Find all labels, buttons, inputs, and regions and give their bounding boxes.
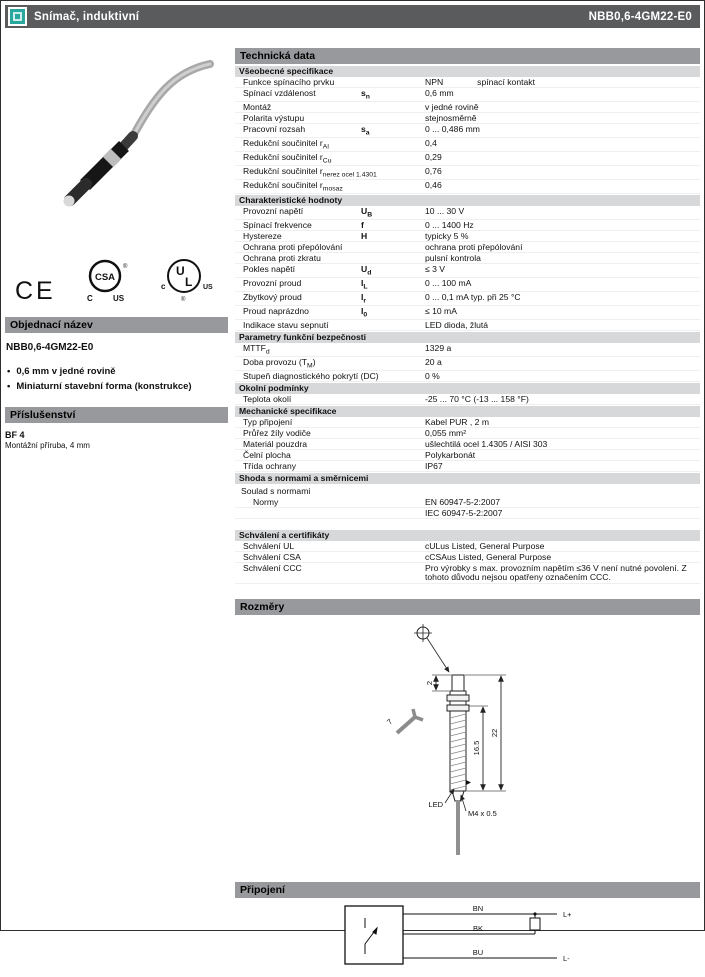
dim-total-length-label: 22 <box>490 728 499 737</box>
position-symbol-icon <box>414 624 449 672</box>
right-column <box>235 48 700 977</box>
row-label: $MTTF_d$ <box>243 342 270 356</box>
dimensions-header-bar: Rozměry <box>235 599 700 615</box>
svg-text:L: L <box>185 275 193 289</box>
row-label: Polarita výstupu <box>243 112 305 123</box>
feature-list <box>5 365 228 393</box>
load-symbol <box>530 918 540 930</box>
row-value: typicky 5 % <box>425 230 469 241</box>
table-row <box>235 278 700 292</box>
connection-diagram <box>235 900 698 972</box>
section-header: Shoda s normami a směrnicemi <box>235 473 700 484</box>
row-value: 0 ... 0,486 mm <box>425 123 480 134</box>
row-label: Indikace stavu sepnutí <box>243 319 329 330</box>
wrench-icon <box>397 709 423 733</box>
technical-header-bar: Technická data <box>235 48 700 64</box>
page-header <box>5 5 700 28</box>
section-header: Schválení a certifikáty <box>235 530 700 541</box>
row-symbol: $I_0$ <box>361 305 368 319</box>
row-label: Teplota okolí <box>243 393 292 404</box>
product-name: NBB0,6-4GM22-E0 <box>6 342 94 353</box>
row-value: 0,29 <box>425 151 442 162</box>
accessories-header-bar: Příslušenství <box>5 407 228 423</box>
product-code: NBB0,6-4GM22-E0 <box>588 10 692 23</box>
table-row <box>235 343 700 357</box>
table-row <box>235 306 700 320</box>
row-value: 0 % <box>425 370 440 381</box>
table-row <box>235 552 700 563</box>
row-value: pulsní kontrola <box>425 252 481 263</box>
table-row <box>235 439 700 450</box>
table-row <box>235 417 700 428</box>
page-header-left <box>8 7 139 26</box>
row-symbol: $U_B$ <box>361 205 373 219</box>
wire-label-bn: BN <box>472 903 484 913</box>
table-row <box>235 206 700 220</box>
row-value: 0 ... 100 mA <box>425 277 472 288</box>
certification-marks <box>5 253 228 303</box>
row-value: Kabel PUR , 2 m <box>425 416 489 427</box>
table-row <box>235 242 700 253</box>
row-value: IP67 <box>425 460 443 471</box>
row-label: Pracovní rozsah <box>243 123 306 134</box>
table-row <box>235 220 700 231</box>
row-value: LED dioda, žlutá <box>425 319 489 330</box>
row-label: Funkce spínacího prvku <box>243 76 335 87</box>
page-title: Snímač, induktivní <box>34 10 140 23</box>
table-row <box>235 77 700 88</box>
led-label: LED <box>428 799 443 809</box>
dim-wrench-label: 7 <box>385 716 395 727</box>
svg-text:CE: CE <box>15 277 56 305</box>
row-label: Stupeň diagnostického pokrytí (DC) <box>243 370 379 381</box>
row-label: Normy <box>253 496 279 507</box>
row-label: Schválení CSA <box>243 551 301 562</box>
row-symbol: $s_n$ <box>361 87 370 101</box>
wire-label-bu: BU <box>472 947 484 957</box>
row-label: Redukční součinitel $r_{Cu}$ <box>243 151 332 165</box>
svg-text:®: ® <box>123 264 128 270</box>
row-value: ≤ 10 mA <box>425 305 457 316</box>
table-row <box>235 497 700 508</box>
row-symbol: $I_r$ <box>361 291 367 305</box>
terminal-lminus-label: L- <box>563 953 570 963</box>
left-column <box>5 48 228 977</box>
row-value: ochrana proti přepólování <box>425 241 523 252</box>
feature-item: • Miniaturní stavební forma (konstrukce) <box>7 380 228 393</box>
ul-mark-icon <box>159 255 213 303</box>
row-label: Typ připojení <box>243 416 293 427</box>
section-header: Charakteristické hodnoty <box>235 195 700 206</box>
row-label: Třída ochrany <box>243 460 297 471</box>
row-label: Redukční součinitel $r_{nerez ocel 1.4301}$ <box>243 165 377 179</box>
row-value: v jedné rovině <box>425 101 479 112</box>
row-value: 0,055 mm² <box>425 427 467 438</box>
section-header: Všeobecné specifikace <box>235 66 700 77</box>
row-label: Provozní napětí <box>243 205 304 216</box>
section-header: Parametry funkční bezpečnosti <box>235 332 700 343</box>
table-row <box>235 152 700 166</box>
row-value: stejnosměrně <box>425 112 477 123</box>
row-value: 0,46 <box>425 179 442 190</box>
row-value: Pro výrobky s max. provozním napětím ≤36 V není nutné povolení. Z tohoto důvodu nejsou opatřeny označením CCC. <box>425 562 687 583</box>
dimensions-drawing <box>235 617 698 867</box>
row-value: 1329 a <box>425 342 452 353</box>
svg-text:US: US <box>113 294 125 303</box>
table-row <box>235 253 700 264</box>
table-row <box>235 428 700 439</box>
row-value: cULus Listed, General Purpose <box>425 540 545 551</box>
brand-logo-icon <box>10 9 25 24</box>
row-value: ≤ 3 V <box>425 263 446 274</box>
ordering-header-bar: Objednací název <box>5 317 228 333</box>
table-row <box>235 357 700 371</box>
row-value: cCSAus Listed, General Purpose <box>425 551 552 562</box>
section-header: Okolní podmínky <box>235 383 700 394</box>
row-value: Polykarbonát <box>425 449 476 460</box>
table-row <box>235 320 700 331</box>
table-row <box>235 231 700 242</box>
row-value: 0,4 <box>425 137 437 148</box>
row-label: Spínací frekvence <box>243 219 312 230</box>
table-row <box>235 166 700 180</box>
table-row <box>235 102 700 113</box>
svg-text:US: US <box>203 284 213 291</box>
row-label: Schválení UL <box>243 540 295 551</box>
svg-text:C: C <box>87 294 93 303</box>
dim-tip-label: 2 <box>425 680 434 685</box>
row-symbol: H <box>361 230 368 241</box>
row-value: 0 ... 1400 Hz <box>425 219 474 230</box>
row-value: NPN spínací kontakt <box>425 76 535 87</box>
ce-mark-icon <box>15 273 57 303</box>
row-label: Ochrana proti zkratu <box>243 252 321 263</box>
table-row <box>235 264 700 278</box>
row-symbol: f <box>361 219 364 230</box>
led-window <box>466 780 471 785</box>
table-row <box>235 508 700 519</box>
row-label: Proud naprázdno <box>243 305 309 316</box>
row-label: Provozní proud <box>243 277 302 288</box>
row-value: 0,76 <box>425 165 442 176</box>
row-label: Spínací vzdálenost <box>243 87 316 98</box>
technical-table <box>235 66 700 584</box>
section-header: Mechanické specifikace <box>235 406 700 417</box>
row-label: Ochrana proti přepólování <box>243 241 343 252</box>
row-value: IEC 60947-5-2:2007 <box>425 507 503 518</box>
row-symbol: $I_L$ <box>361 277 368 291</box>
table-row <box>235 450 700 461</box>
table-row <box>235 88 700 102</box>
table-row <box>235 138 700 152</box>
row-label: Pokles napětí <box>243 263 296 274</box>
content-columns <box>5 48 700 977</box>
terminal-lplus-label: L+ <box>563 909 572 919</box>
row-value: EN 60947-5-2:2007 <box>425 496 501 507</box>
row-label: Schválení CCC <box>243 562 302 573</box>
accessory-name: BF 4 <box>5 430 25 440</box>
dim-thread-length-label: 16.5 <box>472 740 481 756</box>
row-value: 0 ... 0,1 mA typ. při 25 °C <box>425 291 521 302</box>
wire-label-bk: BK <box>472 923 484 933</box>
row-label: Doba provozu $(T_M)$ <box>243 356 316 370</box>
table-row <box>235 461 700 472</box>
row-label: Redukční součinitel $r_{mosaz}$ <box>243 179 343 193</box>
table-row <box>235 394 700 405</box>
row-label: Materiál pouzdra <box>243 438 308 449</box>
feature-item: • 0,6 mm v jedné rovině <box>7 365 228 378</box>
svg-text:c: c <box>161 282 166 291</box>
sub-section-header: Soulad s normami <box>241 486 311 497</box>
csa-mark-icon <box>85 257 131 303</box>
product-photo <box>5 54 228 239</box>
row-label: Redukční součinitel $r_{Al}$ <box>243 137 329 151</box>
table-spacer <box>235 519 700 529</box>
svg-text:U: U <box>176 264 185 278</box>
row-label: Hystereze <box>243 230 282 241</box>
table-row <box>235 541 700 552</box>
row-symbol: $U_d$ <box>361 263 372 277</box>
row-value: -25 ... 70 °C (-13 ... 158 °F) <box>425 393 529 404</box>
accessory-desc: Montážní příruba, 4 mm <box>5 441 90 450</box>
svg-text:®: ® <box>181 297 186 303</box>
table-row <box>235 124 700 138</box>
table-row <box>235 113 700 124</box>
row-label: Průřez žíly vodiče <box>243 427 311 438</box>
row-label: Čelní plocha <box>243 449 291 460</box>
table-row <box>235 292 700 306</box>
row-label: Montáž <box>243 101 272 112</box>
table-row <box>235 180 700 194</box>
row-value: 0,6 mm <box>425 87 454 98</box>
table-row <box>235 371 700 382</box>
row-value: 20 a <box>425 356 442 367</box>
svg-text:CSA: CSA <box>94 272 116 283</box>
thread-size-label: M4 x 0.5 <box>468 808 497 818</box>
table-row <box>235 563 700 584</box>
row-label: Zbytkový proud <box>243 291 302 302</box>
row-value: ušlechtilá ocel 1.4305 / AISI 303 <box>425 438 548 449</box>
row-value: 10 ... 30 V <box>425 205 465 216</box>
row-symbol: $s_a$ <box>361 123 370 137</box>
brand-logo <box>8 7 27 26</box>
connection-header-bar: Připojení <box>235 882 700 898</box>
